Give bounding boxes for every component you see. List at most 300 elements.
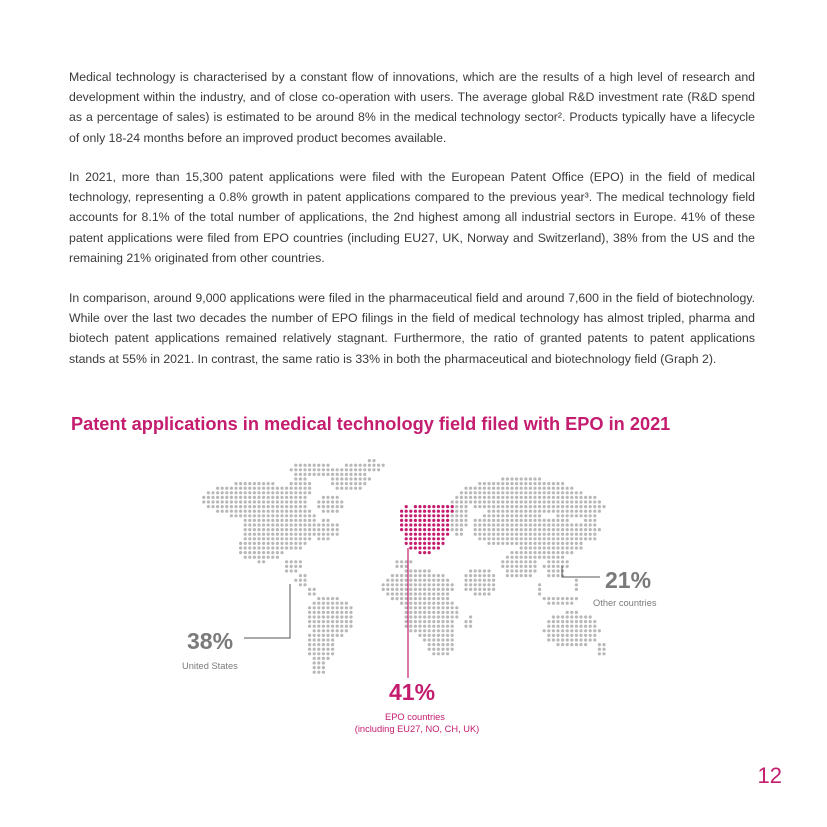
map-dot <box>598 629 601 632</box>
map-dot <box>317 629 320 632</box>
map-dot <box>225 496 228 499</box>
map-dot <box>556 500 559 503</box>
map-dot <box>400 560 403 563</box>
map-dot <box>487 574 490 577</box>
map-dot <box>570 602 573 605</box>
map-dot <box>441 625 444 628</box>
map-dot <box>506 537 509 540</box>
map-dot <box>570 620 573 623</box>
map-dot <box>386 592 389 595</box>
map-dot <box>294 514 297 517</box>
map-dot <box>552 551 555 554</box>
map-dot <box>340 606 343 609</box>
map-dot <box>322 496 325 499</box>
map-dot <box>354 482 357 485</box>
map-dot <box>566 551 569 554</box>
map-dot <box>474 519 477 522</box>
map-dot <box>561 597 564 600</box>
map-dot <box>524 569 527 572</box>
map-dot-epo <box>405 514 408 517</box>
map-dot <box>437 611 440 614</box>
map-dot <box>359 477 362 480</box>
map-dot <box>428 620 431 623</box>
map-dot-epo <box>423 514 426 517</box>
map-dot <box>303 464 306 467</box>
map-dot <box>331 528 334 531</box>
map-dot <box>510 514 513 517</box>
map-dot <box>478 482 481 485</box>
map-dot <box>262 528 265 531</box>
map-dot <box>267 510 270 513</box>
map-dot <box>556 565 559 568</box>
map-dot <box>520 574 523 577</box>
map-dot <box>326 537 329 540</box>
map-dot <box>455 510 458 513</box>
map-dot <box>579 625 582 628</box>
map-dot <box>303 528 306 531</box>
map-dot <box>556 615 559 618</box>
map-dot <box>317 661 320 664</box>
map-dot <box>317 473 320 476</box>
map-dot <box>437 643 440 646</box>
map-dot <box>556 643 559 646</box>
map-dot <box>253 523 256 526</box>
map-dot <box>579 514 582 517</box>
map-dot <box>423 611 426 614</box>
map-dot <box>483 533 486 536</box>
map-dot <box>285 514 288 517</box>
map-dot <box>602 505 605 508</box>
map-dot <box>257 546 260 549</box>
map-dot <box>497 491 500 494</box>
map-dot <box>552 533 555 536</box>
map-dot <box>253 542 256 545</box>
map-dot <box>290 565 293 568</box>
map-dot <box>271 546 274 549</box>
map-dot <box>382 583 385 586</box>
map-dot <box>414 629 417 632</box>
map-dot <box>303 533 306 536</box>
map-dot <box>244 533 247 536</box>
map-dot <box>441 629 444 632</box>
map-dot <box>257 505 260 508</box>
map-dot <box>221 496 224 499</box>
map-dot <box>336 634 339 637</box>
map-dot <box>276 556 279 559</box>
map-dot <box>267 528 270 531</box>
map-dot <box>589 528 592 531</box>
map-dot <box>294 569 297 572</box>
map-dot <box>575 597 578 600</box>
map-dot <box>317 500 320 503</box>
map-dot <box>483 588 486 591</box>
map-dot-epo <box>441 519 444 522</box>
map-dot <box>552 482 555 485</box>
map-dot <box>593 519 596 522</box>
map-dot <box>556 629 559 632</box>
map-dot <box>257 487 260 490</box>
map-dot <box>418 620 421 623</box>
map-dot <box>492 510 495 513</box>
map-dot <box>543 565 546 568</box>
map-dot <box>520 505 523 508</box>
map-dot <box>437 579 440 582</box>
map-dot <box>579 528 582 531</box>
map-dot <box>280 519 283 522</box>
map-dot <box>285 533 288 536</box>
map-dot <box>455 519 458 522</box>
map-dot <box>497 487 500 490</box>
map-dot <box>533 551 536 554</box>
map-dot <box>474 574 477 577</box>
map-dot <box>322 602 325 605</box>
map-dot <box>359 482 362 485</box>
map-dot <box>432 606 435 609</box>
map-dot <box>326 625 329 628</box>
map-dot <box>322 473 325 476</box>
map-dot <box>552 528 555 531</box>
map-dot <box>598 648 601 651</box>
map-dot <box>322 464 325 467</box>
map-dot <box>552 638 555 641</box>
map-dot <box>524 565 527 568</box>
map-dot <box>570 523 573 526</box>
map-dot <box>331 482 334 485</box>
map-dot <box>308 592 311 595</box>
map-dot-epo <box>423 546 426 549</box>
map-dot <box>510 523 513 526</box>
map-dot <box>317 464 320 467</box>
map-dot <box>552 634 555 637</box>
map-dot <box>244 500 247 503</box>
map-dot <box>280 533 283 536</box>
map-dot <box>290 537 293 540</box>
map-dot <box>492 537 495 540</box>
map-dot <box>538 523 541 526</box>
map-dot <box>487 542 490 545</box>
map-dot <box>524 523 527 526</box>
map-dot <box>460 496 463 499</box>
map-dot <box>290 487 293 490</box>
map-dot <box>345 620 348 623</box>
map-dot <box>299 473 302 476</box>
map-dot <box>336 496 339 499</box>
map-dot <box>299 487 302 490</box>
map-dot <box>556 625 559 628</box>
map-dot <box>280 491 283 494</box>
map-dot <box>400 597 403 600</box>
map-dot <box>538 528 541 531</box>
map-dot <box>414 611 417 614</box>
map-dot <box>547 487 550 490</box>
map-dot <box>501 477 504 480</box>
map-dot <box>257 533 260 536</box>
map-dot <box>451 583 454 586</box>
map-dot <box>244 556 247 559</box>
map-dot <box>501 523 504 526</box>
map-dot <box>510 569 513 572</box>
map-dot <box>593 528 596 531</box>
map-dot-epo <box>414 533 417 536</box>
map-dot <box>418 625 421 628</box>
map-dot <box>234 514 237 517</box>
map-dot <box>345 606 348 609</box>
map-dot <box>239 482 242 485</box>
map-dot <box>451 500 454 503</box>
map-dot-epo <box>409 528 412 531</box>
map-dot <box>501 510 504 513</box>
map-dot <box>285 565 288 568</box>
map-dot <box>267 500 270 503</box>
map-dot <box>225 505 228 508</box>
map-dot <box>391 592 394 595</box>
map-dot <box>561 602 564 605</box>
map-dot <box>345 615 348 618</box>
map-dot <box>533 533 536 536</box>
map-dot <box>455 533 458 536</box>
map-dot <box>474 523 477 526</box>
map-dot <box>487 500 490 503</box>
map-dot <box>520 542 523 545</box>
map-dot <box>368 477 371 480</box>
map-dot <box>501 519 504 522</box>
map-dot <box>285 523 288 526</box>
map-dot-epo <box>428 505 431 508</box>
map-dot <box>395 565 398 568</box>
map-dot <box>202 496 205 499</box>
map-dot-epo <box>437 546 440 549</box>
map-dot <box>556 528 559 531</box>
map-dot <box>285 537 288 540</box>
map-dot <box>543 510 546 513</box>
map-dot <box>497 523 500 526</box>
map-dot <box>322 661 325 664</box>
map-dot <box>299 519 302 522</box>
map-dot <box>391 579 394 582</box>
map-dot <box>322 597 325 600</box>
map-dot <box>336 468 339 471</box>
map-dot <box>561 638 564 641</box>
map-dot <box>598 510 601 513</box>
map-dot-epo <box>418 551 421 554</box>
map-dot <box>570 505 573 508</box>
map-dot <box>244 510 247 513</box>
map-dot <box>556 523 559 526</box>
map-dot <box>492 505 495 508</box>
map-dot <box>313 620 316 623</box>
map-dot <box>441 574 444 577</box>
map-dot <box>487 583 490 586</box>
map-dot <box>510 477 513 480</box>
map-dot <box>322 620 325 623</box>
map-dot <box>414 579 417 582</box>
map-dot <box>271 542 274 545</box>
map-dot <box>257 551 260 554</box>
map-dot <box>451 606 454 609</box>
map-dot <box>469 569 472 572</box>
map-dot-epo <box>428 533 431 536</box>
map-dot <box>271 505 274 508</box>
map-dot <box>299 468 302 471</box>
map-dot <box>547 638 550 641</box>
map-dot <box>478 537 481 540</box>
map-dot <box>593 537 596 540</box>
map-dot <box>524 551 527 554</box>
map-dot <box>547 551 550 554</box>
map-dot <box>386 588 389 591</box>
map-dot <box>469 588 472 591</box>
map-dot <box>262 542 265 545</box>
map-dot <box>598 643 601 646</box>
map-dot <box>538 482 541 485</box>
map-dot <box>414 602 417 605</box>
map-dot <box>400 583 403 586</box>
map-dot <box>326 510 329 513</box>
map-dot-epo <box>400 514 403 517</box>
map-dot <box>497 514 500 517</box>
map-dot <box>501 496 504 499</box>
map-dot <box>469 615 472 618</box>
map-dot <box>520 565 523 568</box>
map-dot <box>492 500 495 503</box>
map-dot <box>524 500 527 503</box>
map-dot <box>515 514 518 517</box>
map-dot <box>244 487 247 490</box>
map-dot <box>598 505 601 508</box>
map-dot-epo <box>446 528 449 531</box>
map-dot <box>253 556 256 559</box>
map-dot <box>584 620 587 623</box>
map-dot <box>543 487 546 490</box>
map-dot <box>253 487 256 490</box>
map-dot <box>524 505 527 508</box>
map-dot <box>391 588 394 591</box>
map-dot <box>579 638 582 641</box>
map-dot <box>556 569 559 572</box>
map-dot <box>552 560 555 563</box>
map-dot <box>510 491 513 494</box>
map-dot <box>474 592 477 595</box>
map-dot <box>593 629 596 632</box>
map-dot <box>349 615 352 618</box>
map-dot <box>538 592 541 595</box>
map-dot <box>478 523 481 526</box>
map-dot <box>547 542 550 545</box>
map-dot <box>359 468 362 471</box>
map-dot <box>331 496 334 499</box>
map-dot <box>460 514 463 517</box>
map-dot <box>313 634 316 637</box>
map-dot <box>432 625 435 628</box>
map-dot <box>207 505 210 508</box>
world-dots-epo-countries <box>400 505 454 554</box>
map-dot <box>405 611 408 614</box>
map-dot <box>326 657 329 660</box>
map-dot <box>326 505 329 508</box>
map-dot <box>280 496 283 499</box>
map-dot <box>225 491 228 494</box>
map-dot <box>538 551 541 554</box>
map-dot <box>354 468 357 471</box>
map-dot <box>487 588 490 591</box>
map-dot <box>262 482 265 485</box>
map-dot <box>501 487 504 490</box>
map-dot <box>326 597 329 600</box>
map-dot <box>593 505 596 508</box>
map-dot-epo <box>451 510 454 513</box>
map-dot <box>510 487 513 490</box>
map-dot <box>570 629 573 632</box>
map-dot-epo <box>428 542 431 545</box>
map-dot <box>428 629 431 632</box>
map-dot <box>345 625 348 628</box>
map-dot <box>225 510 228 513</box>
map-dot-epo <box>423 551 426 554</box>
map-dot <box>313 611 316 614</box>
map-dot <box>543 500 546 503</box>
map-dot <box>561 629 564 632</box>
map-dot-epo <box>441 537 444 540</box>
map-dot <box>290 496 293 499</box>
map-dot <box>497 519 500 522</box>
map-dot <box>290 505 293 508</box>
map-dot-epo <box>432 528 435 531</box>
map-dot <box>584 528 587 531</box>
map-dot <box>589 625 592 628</box>
map-dot-epo <box>418 542 421 545</box>
map-dot <box>271 487 274 490</box>
map-dot <box>221 491 224 494</box>
map-dot <box>533 569 536 572</box>
map-dot <box>460 510 463 513</box>
map-dot <box>423 569 426 572</box>
map-dot <box>405 597 408 600</box>
map-dot <box>207 500 210 503</box>
map-dot <box>244 496 247 499</box>
map-dot <box>271 514 274 517</box>
map-dot <box>308 519 311 522</box>
map-dot <box>414 625 417 628</box>
map-dot <box>294 542 297 545</box>
map-dot <box>239 514 242 517</box>
map-dot <box>464 574 467 577</box>
map-dot-epo <box>441 514 444 517</box>
map-dot <box>552 629 555 632</box>
map-dot <box>317 648 320 651</box>
map-dot <box>303 473 306 476</box>
map-dot <box>460 528 463 531</box>
map-dot <box>543 546 546 549</box>
map-dot <box>294 482 297 485</box>
map-dot <box>322 615 325 618</box>
map-dot <box>464 500 467 503</box>
map-dot <box>428 606 431 609</box>
map-dot <box>308 468 311 471</box>
map-dot-epo <box>409 533 412 536</box>
map-dot <box>524 510 527 513</box>
map-dot <box>317 657 320 660</box>
map-dot <box>547 505 550 508</box>
map-dot <box>234 487 237 490</box>
map-dot <box>244 542 247 545</box>
map-dot <box>285 487 288 490</box>
map-dot <box>345 611 348 614</box>
map-dot <box>584 533 587 536</box>
map-dot <box>455 615 458 618</box>
map-dot <box>570 491 573 494</box>
map-dot <box>566 597 569 600</box>
map-dot <box>432 634 435 637</box>
